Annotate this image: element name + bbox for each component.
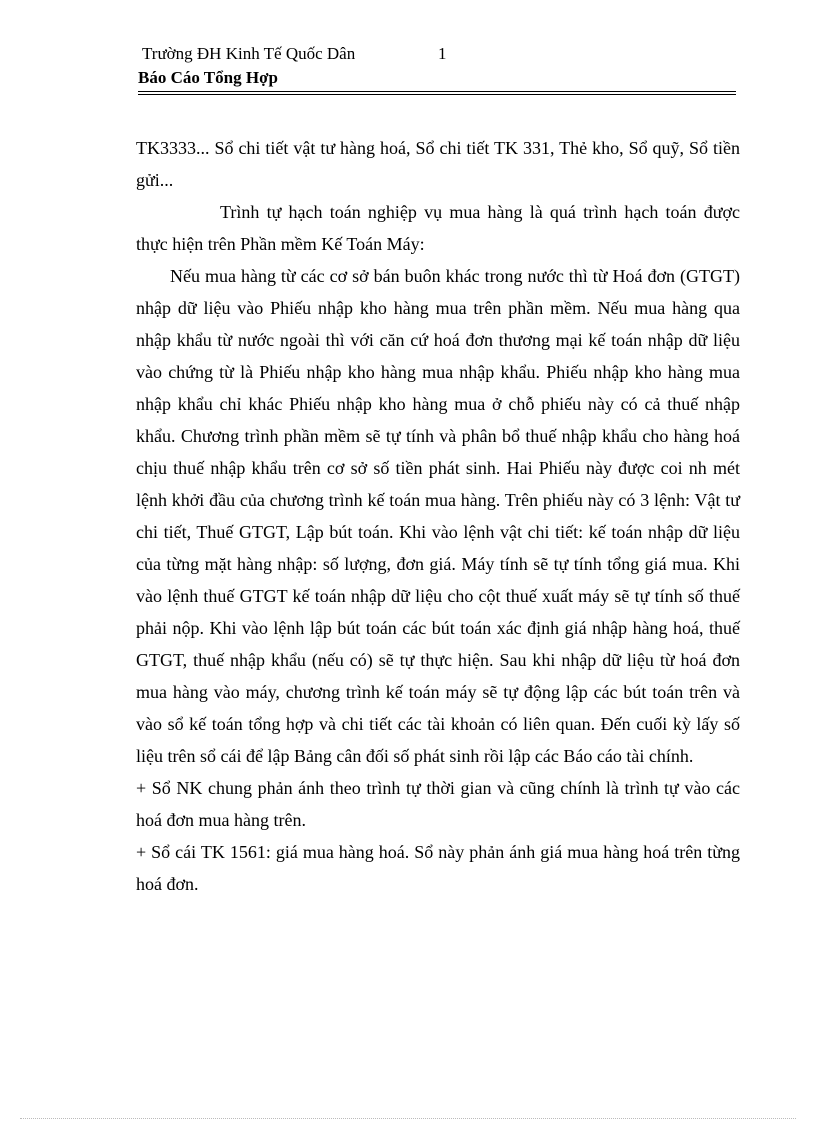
page-bottom-border — [20, 1118, 796, 1119]
paragraph-3: Nếu mua hàng từ các cơ sở bán buôn khác trong nước thì từ Hoá đơn (GTGT) nhập dữ liệu vào Phiếu nhập kho hàng mua trên phần mềm. Nếu mua hàng qua nhập khẩu từ nước ngoài thì với căn cứ hoá đơn thương mại kế toán nhập dữ liệu vào chứng từ là Phiếu nhập kho hàng mua nhập khẩu. Phiếu nhập kho hàng mua nhập khẩu chỉ khác Phiếu nhập kho hàng mua ở chỗ phiếu này có cả thuế nhập khẩu. Chương trình phần mềm sẽ tự tính và phân bổ thuế nhập khẩu cho hàng hoá chịu thuế nhập khẩu trên cơ sở số tiền phát sinh. Hai Phiếu này được coi nh mét lệnh khởi đầu của chương trình kế toán mua hàng. Trên phiếu này có 3 lệnh: Vật tư chi tiết, Thuế GTGT, Lập bút toán. Khi vào lệnh vật chi tiết: kế toán nhập dữ liệu của từng mặt hàng nhập: số lượng, đơn giá. Máy tính sẽ tự tính tổng giá mua. Khi vào lệnh thuế GTGT kế toán nhập dữ liệu cho cột thuế xuất máy sẽ tự tính số thuế phải nộp. Khi vào lệnh lập bút toán các bút toán xác định giá nhập hàng hoá, thuế GTGT, thuế nhập khẩu (nếu có) sẽ tự thực hiện. Sau khi nhập dữ liệu từ hoá đơn mua hàng vào máy, chương trình kế toán máy sẽ tự động lập các bút toán trên và vào sổ kế toán tổng hợp và chi tiết các tài khoản có liên quan. Đến cuối kỳ lấy số liệu trên sổ cái để lập Bảng cân đối số phát sinh rồi lập các Báo cáo tài chính. — [136, 266, 740, 766]
paragraph-2: Trình tự hạch toán nghiệp vụ mua hàng là quá trình hạch toán được thực hiện trên Phần mềm Kế Toán Máy: — [136, 202, 740, 254]
document-body — [136, 132, 740, 900]
page-number: 1 — [438, 44, 447, 63]
report-title: Báo Cáo Tổng Hợp — [138, 68, 278, 87]
paragraph-4: + Sổ NK chung phản ánh theo trình tự thời gian và cũng chính là trình tự vào các hoá đơn mua hàng trên. — [136, 778, 740, 830]
header-rule-top — [138, 91, 736, 92]
header-rule-bottom — [138, 94, 736, 95]
school-name: Trường ĐH Kinh Tế Quốc Dân — [142, 44, 356, 63]
paragraph-5: + Sổ cái TK 1561: giá mua hàng hoá. Sổ này phản ánh giá mua hàng hoá trên từng hoá đơn. — [136, 842, 740, 894]
paragraph-1: TK3333... Sổ chi tiết vật tư hàng hoá, Sổ chi tiết TK 331, Thẻ kho, Sổ quỹ, Sổ tiền gửi... — [136, 138, 740, 190]
